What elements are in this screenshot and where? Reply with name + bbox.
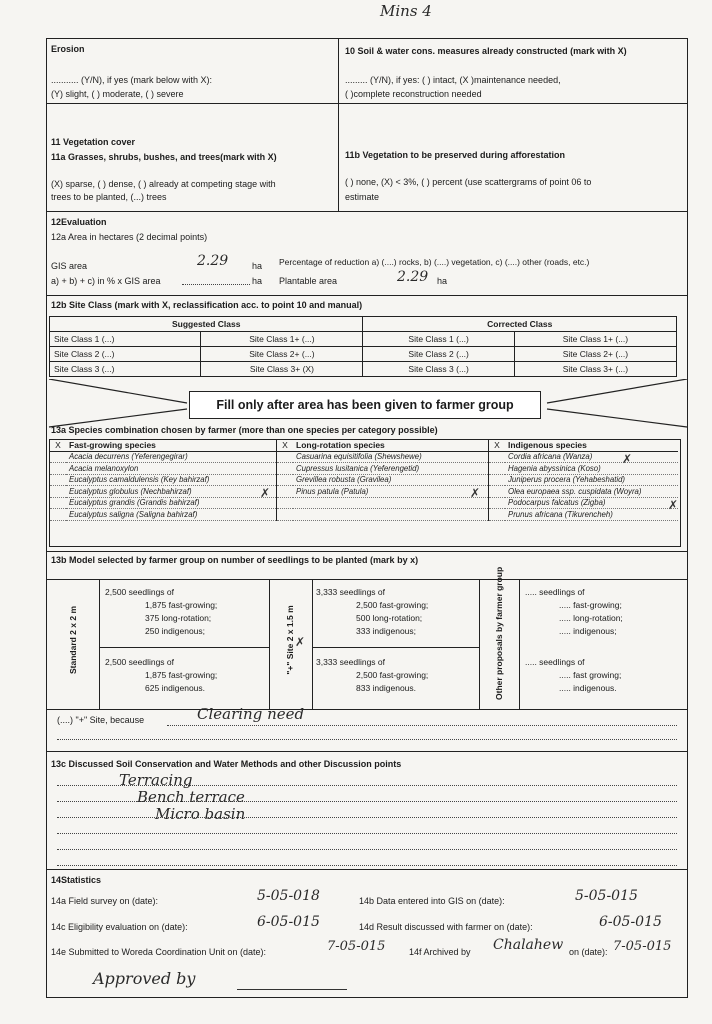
evaluation-12a-title: 12a Area in hectares (2 decimal points) [51, 232, 208, 242]
fast-growing-header: Fast-growing species [66, 440, 276, 451]
vegetation-11a-text1: (X) sparse, ( ) dense, ( ) already at competing stage with [51, 179, 276, 189]
erosion-line2: (Y) slight, ( ) moderate, ( ) severe [51, 89, 184, 99]
soil-water-line2: ( )complete reconstruction needed [345, 89, 482, 99]
plus-a-line: 3,333 seedlings of [316, 587, 385, 597]
long-rotation-table [276, 440, 488, 521]
species-item: Cupressus lusitanica (Yeferengetid) [293, 463, 488, 475]
site-class-cell: Site Class 3 (...) [50, 362, 201, 377]
vegetation-11b-text2: estimate [345, 192, 380, 202]
site-class-cell: Site Class 1+ (...) [514, 332, 676, 347]
corrected-class-header: Corrected Class [363, 317, 677, 332]
site-class-cell: Site Class 3+ (X) [201, 362, 363, 377]
soil-water-title: 10 Soil & water cons. measures already constructed (mark with X) [345, 46, 627, 56]
plus-a-line: 333 indigenous; [356, 626, 417, 636]
species-item: Acacia decurrens (Yeferengegirar) [66, 451, 276, 463]
check-mark-icon: ✗ [622, 452, 633, 466]
std-a-line: 1,875 fast-growing; [145, 600, 218, 610]
evaluation-title: 12Evaluation [51, 217, 107, 227]
std-b-line: 1,875 fast-growing; [145, 670, 218, 680]
std-b-line: 625 indigenous. [145, 683, 206, 693]
check-mark-icon: ✗ [260, 486, 271, 500]
stat-14f-date-label: on (date): [569, 947, 608, 957]
stat-14b-value: 5-05-015 [575, 888, 638, 904]
species-item: Olea europaea ssp. cuspidata (Woyra) [505, 486, 678, 498]
approved-by: Approved by [93, 969, 196, 988]
plus-b-line: 3,333 seedlings of [316, 657, 385, 667]
other-a-line: ..... fast-growing; [559, 600, 622, 610]
std-a-line: 2,500 seedlings of [105, 587, 174, 597]
discussion-note: Micro basin [155, 805, 246, 823]
std-a-line: 375 long-rotation; [145, 613, 212, 623]
other-a-line: ..... indigenous; [559, 626, 617, 636]
other-b-line: ..... fast growing; [559, 670, 622, 680]
site-class-title: 12b Site Class (mark with X, reclassification acc. to point 10 and manual) [51, 300, 363, 310]
plus-a-line: 2,500 fast-growing; [356, 600, 429, 610]
check-mark-icon: ✗ [295, 635, 306, 649]
statistics-title: 14Statistics [51, 875, 102, 885]
because-value: Clearing need [197, 705, 305, 723]
stat-14f-name: Chalahew [493, 937, 564, 953]
because-label: (....) "+" Site, because [57, 715, 145, 725]
stat-14e-label: 14e Submitted to Woreda Coordination Unit on (date): [51, 947, 266, 957]
formula-label: a) + b) + c) in % x GIS area [51, 276, 161, 286]
suggested-class-header: Suggested Class [50, 317, 363, 332]
stat-14c-label: 14c Eligibility evaluation on (date): [51, 922, 188, 932]
species-item: Grevillea robusta (Gravilea) [293, 474, 488, 486]
site-class-cell: Site Class 2 (...) [363, 347, 514, 362]
site-class-cell: Site Class 1 (...) [363, 332, 514, 347]
discussion-note: Bench terrace [137, 788, 245, 806]
std-b-line: 2,500 seedlings of [105, 657, 174, 667]
site-class-cell: Site Class 3+ (...) [514, 362, 676, 377]
vegetation-11b-title: 11b Vegetation to be preserved during afforestation [345, 150, 566, 160]
stat-14e-value: 7-05-015 [327, 939, 386, 954]
site-class-cell: Site Class 1+ (...) [201, 332, 363, 347]
stat-14f-value: 7-05-015 [613, 939, 672, 954]
plus-site-label: "+" Site 2 x 1.5 m [285, 605, 295, 675]
species-item: Juniperus procera (Yehabeshatid) [505, 474, 678, 486]
site-class-cell: Site Class 2 (...) [50, 347, 201, 362]
species-item: Hagenia abyssinica (Koso) [505, 463, 678, 475]
stat-14d-label: 14d Result discussed with farmer on (date): [359, 922, 533, 932]
plantable-unit: ha [437, 276, 448, 286]
model-title: 13b Model selected by farmer group on number of seedlings to be planted (mark by x) [51, 555, 419, 565]
stat-14a-value: 5-05-018 [257, 888, 320, 904]
species-title: 13a Species combination chosen by farmer (more than one species per category possible) [51, 425, 438, 435]
species-item: Pinus patula (Patula) [293, 486, 488, 498]
banner: Fill only after area has been given to farmer group [189, 391, 541, 419]
indigenous-table [488, 440, 678, 521]
other-proposals-label: Other proposals by farmer group [494, 566, 504, 700]
plus-b-line: 833 indigenous. [356, 683, 417, 693]
plantable-value: 2.29 [397, 269, 429, 285]
plus-b-line: 2,500 fast-growing; [356, 670, 429, 680]
other-a-line: ..... long-rotation; [559, 613, 623, 623]
species-item: Cordia africana (Wanza) [505, 451, 678, 463]
vegetation-11a-text2: trees to be planted, (...) trees [51, 192, 167, 202]
species-item: Podocarpus falcatus (Zigba) [505, 497, 678, 509]
plus-a-line: 500 long-rotation; [356, 613, 423, 623]
stat-14c-value: 6-05-015 [257, 914, 320, 930]
species-item: Prunus africana (Tikurencheh) [505, 509, 678, 521]
species-item: Eucalyptus globulus (Nechbahirzaf) [66, 486, 276, 498]
other-b-line: ..... seedlings of [525, 657, 585, 667]
gis-area-value: 2.29 [197, 253, 229, 269]
std-a-line: 250 indigenous; [145, 626, 206, 636]
x-header: X [277, 440, 294, 451]
x-header: X [50, 440, 66, 451]
species-item: Eucalyptus grandis (Grandis bahirzaf) [66, 497, 276, 509]
vegetation-11a-title: 11a Grasses, shrubs, bushes, and trees(mark with X) [51, 152, 277, 162]
site-class-table [49, 316, 677, 377]
species-box [49, 439, 681, 547]
site-class-cell: Site Class 1 (...) [50, 332, 201, 347]
site-class-cell: Site Class 2+ (...) [514, 347, 676, 362]
stat-14d-value: 6-05-015 [599, 914, 662, 930]
indigenous-header: Indigenous species [505, 440, 678, 451]
gis-area-unit: ha [252, 261, 263, 271]
form-page [46, 38, 688, 998]
long-rotation-header: Long-rotation species [293, 440, 488, 451]
species-item: Casuarina equisitifolia (Shewshewe) [293, 451, 488, 463]
discussion-title: 13c Discussed Soil Conservation and Water Methods and other Discussion points [51, 759, 402, 769]
stat-14a-label: 14a Field survey on (date): [51, 896, 159, 906]
stat-14b-label: 14b Data entered into GIS on (date): [359, 896, 505, 906]
soil-water-line1: ......... (Y/N), if yes: ( ) intact, (X )maintenance needed, [345, 75, 561, 85]
plantable-label: Plantable area [279, 276, 338, 286]
gis-area-label: GIS area [51, 261, 88, 271]
other-a-line: ..... seedlings of [525, 587, 585, 597]
reduction-text: Percentage of reduction a) (....) rocks, b) (....) vegetation, c) (....) other (roads, etc.) [279, 257, 590, 267]
standard-label: Standard 2 x 2 m [68, 605, 78, 675]
check-mark-icon: ✗ [668, 498, 679, 512]
site-class-cell: Site Class 3 (...) [363, 362, 514, 377]
x-header: X [489, 440, 506, 451]
species-item: Acacia melanoxylon [66, 463, 276, 475]
erosion-title: Erosion [51, 44, 85, 54]
other-b-line: ..... indigenous. [559, 683, 617, 693]
formula-unit: ha [252, 276, 263, 286]
top-scrawl: Mins 4 [380, 2, 432, 20]
stat-14f-label: 14f Archived by [409, 947, 471, 957]
site-class-cell: Site Class 2+ (...) [201, 347, 363, 362]
fast-growing-table [50, 440, 276, 521]
vegetation-11b-text1: ( ) none, (X) < 3%, ( ) percent (use scattergrams of point 06 to [345, 177, 592, 187]
species-item: Eucalyptus saligna (Saligna bahirzaf) [66, 509, 276, 521]
check-mark-icon: ✗ [470, 486, 481, 500]
discussion-note: Terracing [119, 771, 193, 789]
vegetation-title: 11 Vegetation cover [51, 137, 136, 147]
erosion-line1: ........... (Y/N), if yes (mark below with X): [51, 75, 213, 85]
species-item: Eucalyptus camaldulensis (Key bahirzaf) [66, 474, 276, 486]
